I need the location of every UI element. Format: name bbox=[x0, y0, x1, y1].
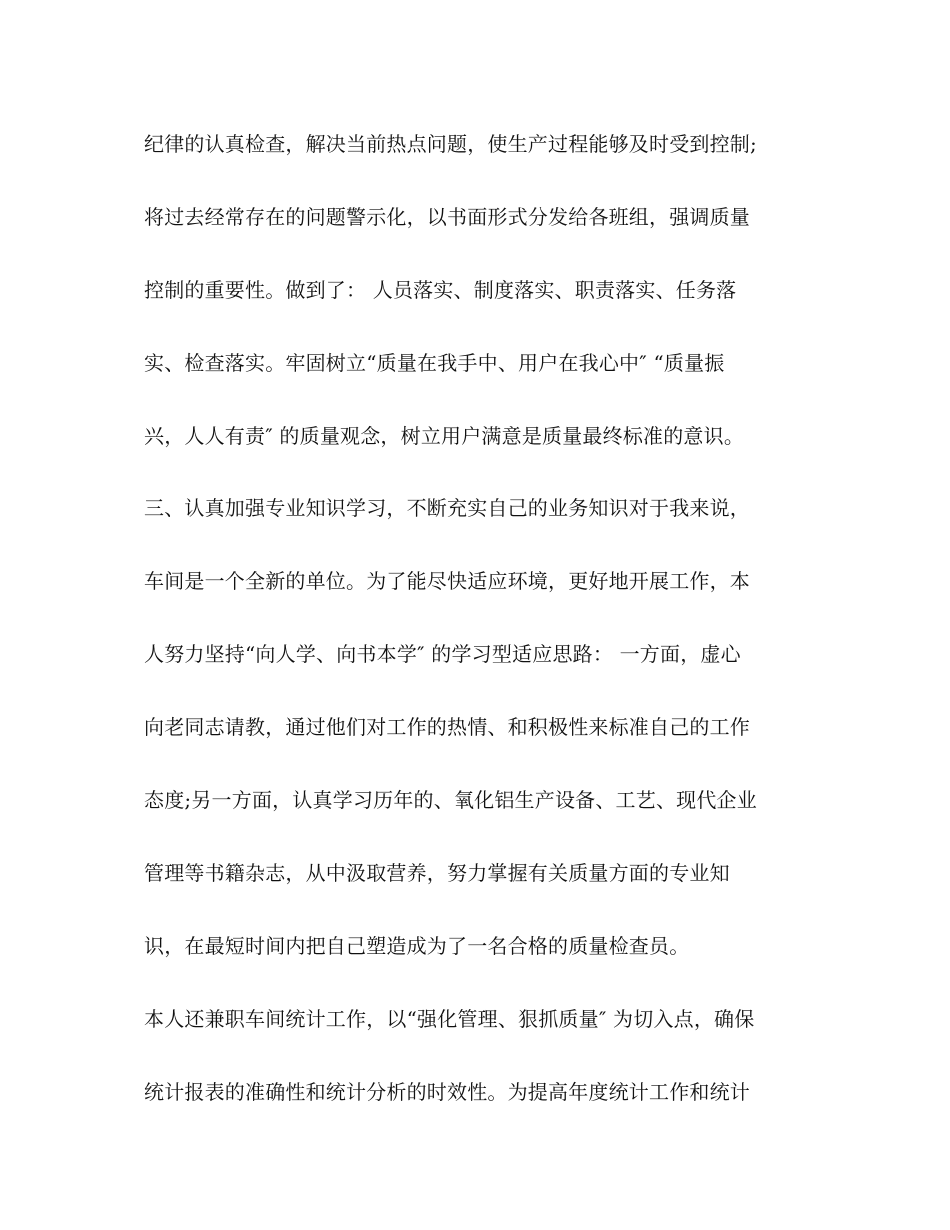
text-line: 人努力坚持“向人学、向书本学″ 的学习型适应思路： 一方面，虚心 bbox=[144, 642, 741, 667]
text-line: 控制的重要性。做到了： 人员落实、制度落实、职责落实、任务落 bbox=[144, 277, 737, 302]
text-line: 将过去经常存在的问题警示化，以书面形式分发给各班组，强调质量 bbox=[144, 204, 750, 229]
text-line: 态度;另一方面，认真学习历年的、氧化铝生产设备、工艺、现代企业 bbox=[144, 788, 757, 813]
text-line: 实、检查落实。牢固树立“质量在我手中、用户在我心中″ “质量振 bbox=[144, 350, 725, 375]
text-line: 管理等书籍杂志，从中汲取营养，努力掌握有关质量方面的专业知 bbox=[144, 860, 730, 885]
body-text bbox=[144, 126, 844, 1146]
text-line: 车间是一个全新的单位。为了能尽快适应环境，更好地开展工作，本 bbox=[144, 569, 750, 594]
text-line: 识，在最短时间内把自己塑造成为了一名合格的质量检查员。 bbox=[144, 933, 690, 958]
text-line: 纪律的认真检查，解决当前热点问题，使生产过程能够及时受到控制; bbox=[144, 132, 757, 156]
text-line: 向老同志请教，通过他们对工作的热情、和积极性来标准自己的工作 bbox=[144, 715, 750, 740]
text-line: 统计报表的准确性和统计分析的时效性。为提高年度统计工作和统计 bbox=[144, 1079, 750, 1104]
text-line: 兴，人人有责″ 的质量观念，树立用户满意是质量最终标准的意识。 bbox=[144, 423, 745, 448]
text-line: 三、认真加强专业知识学习，不断充实自己的业务知识对于我来说， bbox=[144, 496, 750, 521]
text-line: 本人还兼职车间统计工作，以“强化管理、狠抓质量″ 为切入点，确保 bbox=[144, 1006, 755, 1031]
